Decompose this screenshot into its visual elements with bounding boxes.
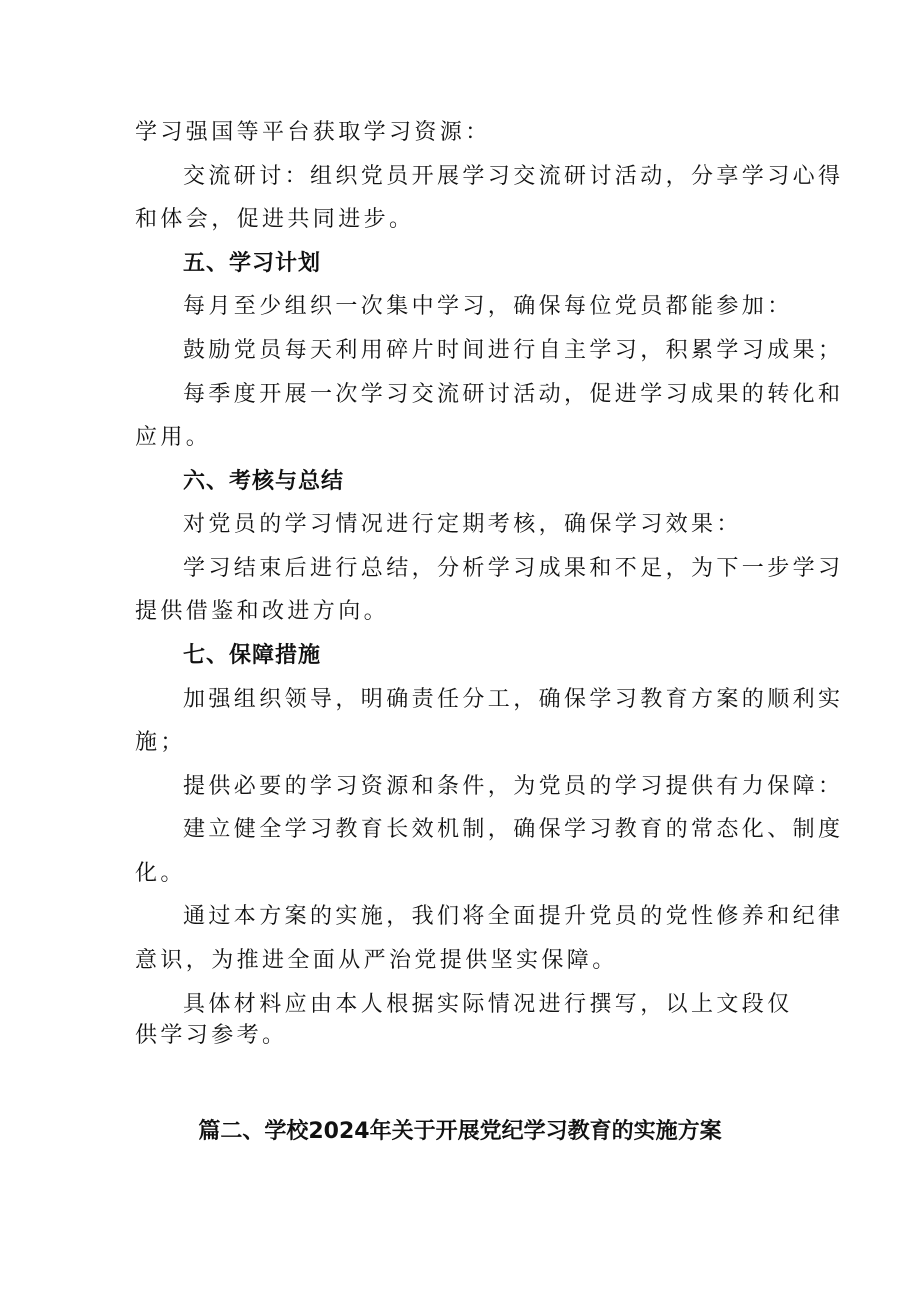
paragraph-line: 对党员的学习情况进行定期考核，确保学习效果： — [183, 512, 742, 537]
paragraph-line: 加强组织领导，明确责任分工，确保学习教育方案的顺利实 — [183, 687, 844, 712]
section-heading-assessment: 六、考核与总结 — [183, 469, 345, 494]
paragraph-line: 学习强国等平台获取学习资源： — [135, 120, 491, 145]
paragraph-line: 建立健全学习教育长效机制，确保学习教育的常态化、制度 — [183, 817, 844, 842]
paragraph-line: 通过本方案的实施，我们将全面提升党员的党性修养和纪律 — [183, 904, 844, 929]
paragraph-line: 具体材料应由本人根据实际情况进行撰写，以上文段仅 — [183, 992, 793, 1017]
next-section-title: 篇二、学校2024年关于开展党纪学习教育的实施方案 — [198, 1119, 722, 1144]
section-heading-safeguards: 七、保障措施 — [183, 643, 322, 668]
paragraph-line: 化。 — [135, 861, 186, 886]
paragraph-line: 提供必要的学习资源和条件，为党员的学习提供有力保障： — [183, 774, 844, 799]
section-heading-study-plan: 五、学习计划 — [183, 251, 322, 276]
paragraph-line: 供学习参考。 — [135, 1023, 288, 1048]
paragraph-line: 交流研讨：组织党员开展学习交流研讨活动，分享学习心得 — [183, 164, 844, 189]
paragraph-line: 提供借鉴和改进方向。 — [135, 599, 390, 624]
paragraph-line: 应用。 — [135, 425, 212, 450]
paragraph-line: 意识，为推进全面从严治党提供坚实保障。 — [135, 948, 618, 973]
paragraph-line: 每季度开展一次学习交流研讨活动，促进学习成果的转化和 — [183, 382, 844, 407]
paragraph-line: 和体会，促进共同进步。 — [135, 207, 415, 232]
paragraph-line: 鼓励党员每天利用碎片时间进行自主学习，积累学习成果； — [183, 338, 844, 363]
paragraph-line: 学习结束后进行总结，分析学习成果和不足，为下一步学习 — [183, 556, 844, 581]
paragraph-line: 施； — [135, 730, 186, 755]
paragraph-line: 每月至少组织一次集中学习，确保每位党员都能参加： — [183, 294, 793, 319]
